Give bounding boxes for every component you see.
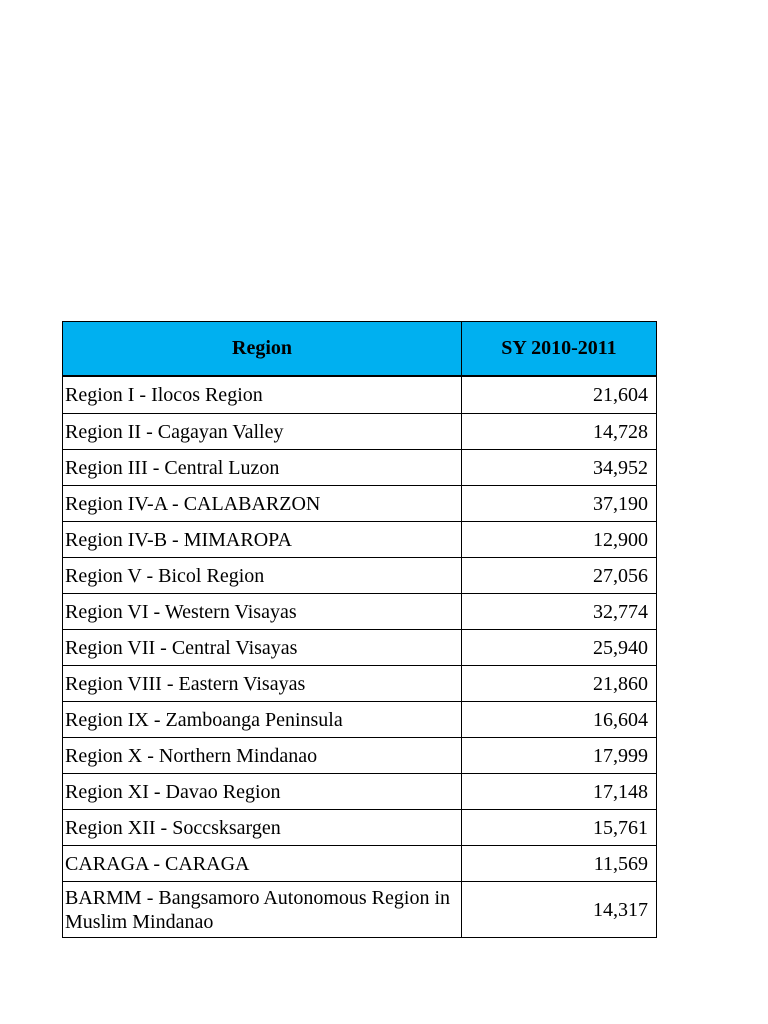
- table-row: [63, 376, 657, 414]
- table-row: [63, 882, 657, 938]
- value-cell: 14,728: [462, 414, 657, 450]
- value-cell: 17,999: [462, 738, 657, 774]
- value-cell: 25,940: [462, 630, 657, 666]
- region-cell: Region V - Bicol Region: [63, 558, 462, 594]
- region-cell: CARAGA - CARAGA: [63, 846, 462, 882]
- value-cell: 27,056: [462, 558, 657, 594]
- region-cell: Region VII - Central Visayas: [63, 630, 462, 666]
- region-cell: Region III - Central Luzon: [63, 450, 462, 486]
- table-row: [63, 414, 657, 450]
- region-cell: Region VI - Western Visayas: [63, 594, 462, 630]
- table-row: [63, 774, 657, 810]
- value-cell: 37,190: [462, 486, 657, 522]
- table-row: [63, 810, 657, 846]
- value-cell: 11,569: [462, 846, 657, 882]
- value-cell: 32,774: [462, 594, 657, 630]
- enrollment-table: [62, 321, 657, 938]
- column-header-sy-2010-2011: SY 2010-2011: [462, 322, 657, 377]
- value-cell: 17,148: [462, 774, 657, 810]
- value-cell: 16,604: [462, 702, 657, 738]
- value-cell: 34,952: [462, 450, 657, 486]
- region-cell: BARMM - Bangsamoro Autonomous Region in Muslim Mindanao: [63, 882, 462, 938]
- region-cell: Region X - Northern Mindanao: [63, 738, 462, 774]
- table-row: [63, 630, 657, 666]
- table-row: [63, 702, 657, 738]
- region-cell: Region XII - Soccsksargen: [63, 810, 462, 846]
- table-row: [63, 522, 657, 558]
- column-header-region: Region: [63, 322, 462, 377]
- table-row: [63, 486, 657, 522]
- value-cell: 14,317: [462, 882, 657, 938]
- table-row: [63, 846, 657, 882]
- value-cell: 21,860: [462, 666, 657, 702]
- region-cell: Region IV-A - CALABARZON: [63, 486, 462, 522]
- region-cell: Region II - Cagayan Valley: [63, 414, 462, 450]
- value-cell: 21,604: [462, 376, 657, 414]
- table-header-row: [63, 322, 657, 377]
- value-cell: 12,900: [462, 522, 657, 558]
- region-cell: Region IX - Zamboanga Peninsula: [63, 702, 462, 738]
- region-cell: Region VIII - Eastern Visayas: [63, 666, 462, 702]
- table-row: [63, 738, 657, 774]
- table-row: [63, 666, 657, 702]
- region-cell: Region IV-B - MIMAROPA: [63, 522, 462, 558]
- table-row: [63, 450, 657, 486]
- region-cell: Region I - Ilocos Region: [63, 376, 462, 414]
- value-cell: 15,761: [462, 810, 657, 846]
- table-row: [63, 558, 657, 594]
- region-cell: Region XI - Davao Region: [63, 774, 462, 810]
- table-row: [63, 594, 657, 630]
